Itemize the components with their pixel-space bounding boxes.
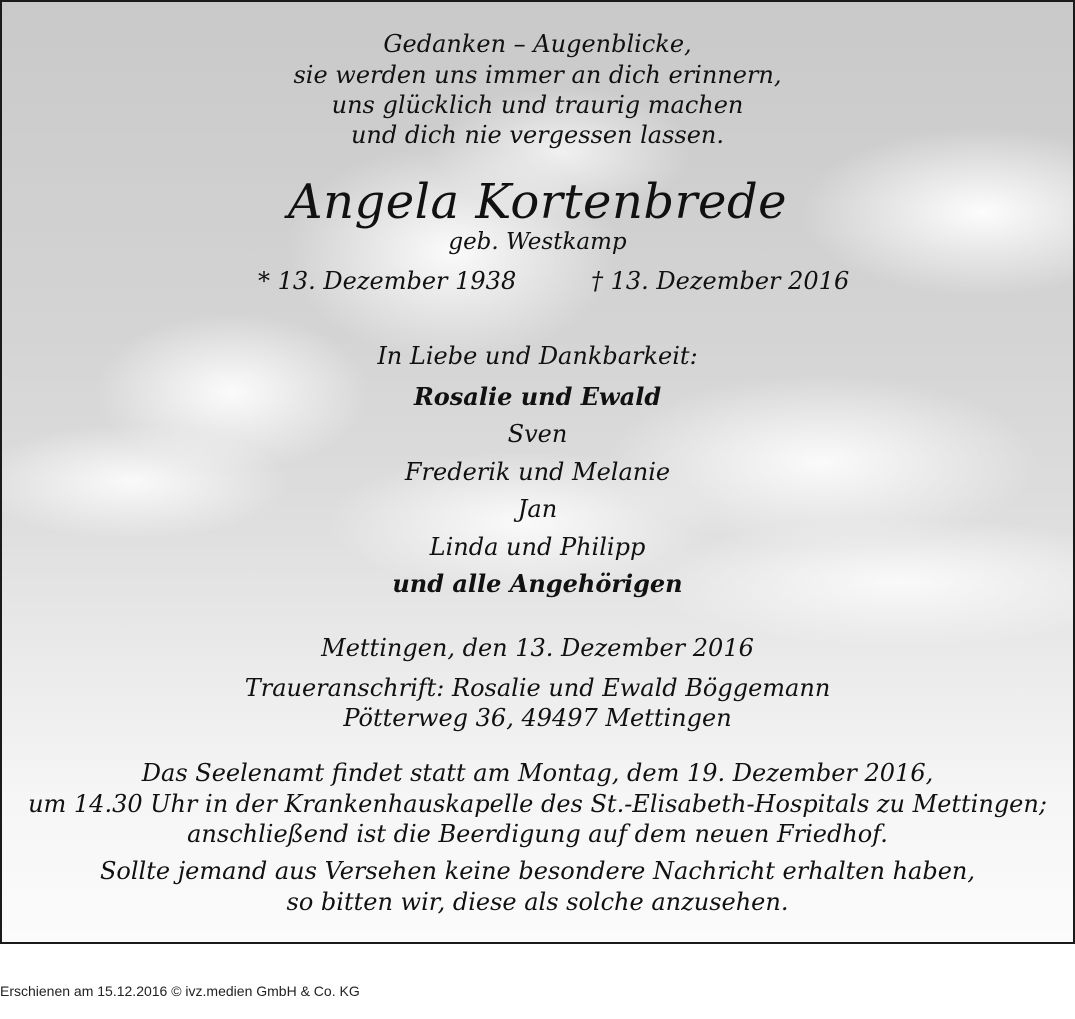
notice-line: Sollte jemand aus Versehen keine besondere Nachricht erhalten haben, xyxy=(99,857,976,885)
mourners-intro: In Liebe und Dankbarkeit: xyxy=(377,342,698,370)
mourner-name: Linda und Philipp xyxy=(429,533,646,561)
mourner-name: Jan xyxy=(517,495,558,523)
poem-line: Gedanken – Augenblicke, xyxy=(383,30,692,58)
address-line: Traueranschrift: Rosalie und Ewald Böggemann xyxy=(244,674,831,702)
service-line: um 14.30 Uhr in der Krankenhauskapelle des St.-Elisabeth-Hospitals zu Mettingen; xyxy=(28,790,1047,818)
mourner-name: Frederik und Melanie xyxy=(404,458,671,486)
mourner-name: und alle Angehörigen xyxy=(392,569,683,598)
poem-line: und dich nie vergessen lassen. xyxy=(350,121,725,149)
poem-line: uns glücklich und traurig machen xyxy=(331,91,744,119)
notice-line: so bitten wir, diese als solche anzusehen. xyxy=(286,888,789,916)
service-line: Das Seelenamt findet statt am Montag, dem 19. Dezember 2016, xyxy=(141,759,934,787)
death-date: † 13. Dezember 2016 xyxy=(591,267,850,295)
deceased-name: Angela Kortenbrede xyxy=(287,174,788,230)
address-line: Pötterweg 36, 49497 Mettingen xyxy=(343,704,732,732)
birth-date: * 13. Dezember 1938 xyxy=(258,267,517,295)
place-date: Mettingen, den 13. Dezember 2016 xyxy=(321,634,754,662)
poem-line: sie werden uns immer an dich erinnern, xyxy=(293,61,782,89)
service-line: anschließend ist die Beerdigung auf dem neuen Friedhof. xyxy=(187,820,888,848)
mourner-name: Sven xyxy=(507,420,568,448)
mourner-name: Rosalie und Ewald xyxy=(413,382,662,411)
maiden-name: geb. Westkamp xyxy=(448,229,627,255)
publication-footer: Erschienen am 15.12.2016 © ivz.medien GmbH & Co. KG xyxy=(0,983,360,999)
